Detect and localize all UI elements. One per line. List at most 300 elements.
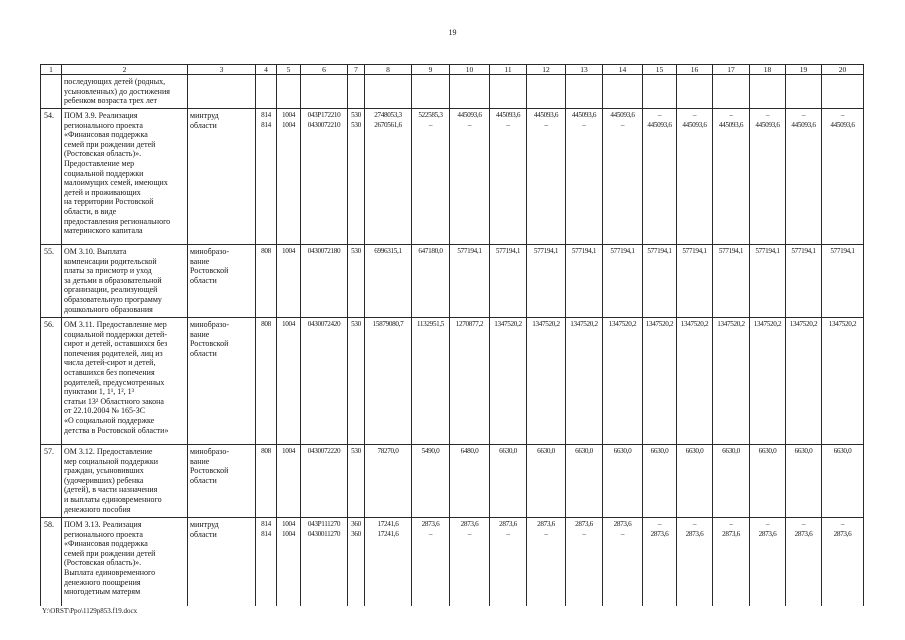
table-row bbox=[41, 445, 864, 518]
cell-line: 54. bbox=[44, 111, 54, 120]
cell-line: образовательную программу bbox=[64, 294, 162, 304]
cell-line: на территории Ростовской bbox=[64, 197, 154, 207]
cell-line: попечения родителей, лиц из bbox=[64, 348, 163, 358]
measure-name-cell bbox=[62, 245, 188, 318]
cell-line: денежного поощрения bbox=[64, 577, 141, 587]
value-cell bbox=[603, 109, 643, 245]
value-cell bbox=[713, 245, 750, 318]
cell-line: 577194,1 bbox=[647, 247, 672, 255]
value-cell bbox=[527, 75, 566, 109]
cell-line: 2873,6 bbox=[460, 520, 479, 528]
value-cell bbox=[713, 75, 750, 109]
cell-line: «О социальной поддержке bbox=[64, 415, 155, 425]
cell-line: 445093,6 bbox=[571, 111, 597, 119]
value-cell bbox=[643, 245, 677, 318]
cell-line: – bbox=[428, 120, 433, 129]
value-cell bbox=[786, 318, 822, 445]
value-cell bbox=[677, 245, 713, 318]
cell-line: ребенком возраста трех лет bbox=[64, 96, 157, 106]
measure-name-cell bbox=[62, 75, 188, 109]
value-cell bbox=[277, 445, 301, 518]
cell-line: 78270,0 bbox=[377, 447, 399, 455]
executor-cell bbox=[188, 245, 256, 318]
cell-line: 2873,6 bbox=[650, 529, 669, 538]
value-cell bbox=[643, 518, 677, 606]
value-cell bbox=[750, 245, 786, 318]
value-cell bbox=[450, 318, 490, 445]
value-cell bbox=[643, 75, 677, 109]
cell-line: 522585,3 bbox=[418, 111, 443, 119]
cell-line: 2873,6 bbox=[613, 520, 632, 528]
column-header-9: 9 bbox=[412, 65, 450, 75]
value-cell bbox=[822, 109, 864, 245]
cell-line: семей при рождении детей bbox=[64, 548, 156, 558]
value-cell bbox=[450, 75, 490, 109]
cell-line: 2748053,3 bbox=[374, 111, 402, 119]
value-cell bbox=[566, 318, 603, 445]
column-header-17: 17 bbox=[713, 65, 750, 75]
cell-line: 2873,6 bbox=[575, 520, 593, 528]
value-cell bbox=[365, 445, 412, 518]
cell-line: 1347520,2 bbox=[717, 320, 745, 328]
value-cell bbox=[677, 318, 713, 445]
cell-line: минобразо- bbox=[190, 320, 230, 329]
value-cell bbox=[348, 518, 365, 606]
cell-line: 530 bbox=[351, 111, 361, 119]
cell-line: области bbox=[190, 348, 217, 358]
cell-line: 577194,1 bbox=[682, 247, 707, 255]
data-table bbox=[40, 64, 864, 606]
cell-line: 2670561,6 bbox=[374, 120, 402, 129]
cell-line: 0430072420 bbox=[307, 320, 341, 328]
cell-line: предоставления регионального bbox=[64, 216, 171, 226]
cell-line: 445093,6 bbox=[791, 120, 816, 129]
value-cell bbox=[277, 245, 301, 318]
cell-line: 445093,6 bbox=[495, 111, 521, 119]
column-header-1: 1 bbox=[41, 65, 62, 75]
value-cell bbox=[713, 518, 750, 606]
column-header-3: 3 bbox=[188, 65, 256, 75]
cell-line: 577194,1 bbox=[457, 247, 482, 255]
table-row bbox=[41, 75, 864, 109]
cell-line: – bbox=[428, 529, 433, 538]
executor-cell bbox=[188, 75, 256, 109]
cell-line: 530 bbox=[351, 447, 361, 455]
value-cell bbox=[490, 318, 527, 445]
cell-line: Предоставление мер bbox=[64, 158, 135, 168]
value-cell bbox=[822, 445, 864, 518]
cell-line: дошкольного образования bbox=[64, 304, 153, 314]
cell-line: ПОМ 3.9. Реализация bbox=[64, 111, 138, 120]
row-number-cell bbox=[41, 318, 62, 445]
cell-line: 814 bbox=[261, 120, 271, 129]
executor-cell bbox=[188, 445, 256, 518]
value-cell bbox=[490, 518, 527, 606]
cell-line: 530 bbox=[351, 247, 361, 255]
cell-line: 445093,6 bbox=[533, 111, 559, 119]
cell-line: «Финансовая поддержка bbox=[64, 130, 148, 140]
cell-line: 5490,0 bbox=[421, 447, 440, 455]
cell-line: – bbox=[765, 520, 770, 528]
value-cell bbox=[822, 318, 864, 445]
cell-line: (Ростовская область)». bbox=[64, 558, 142, 568]
cell-line: регионального проекта bbox=[64, 529, 143, 539]
cell-line: – bbox=[506, 529, 510, 538]
cell-line: малоимущих семей, имеющих bbox=[64, 178, 168, 188]
cell-line: 6630,0 bbox=[758, 447, 777, 455]
value-cell bbox=[566, 245, 603, 318]
value-cell bbox=[365, 518, 412, 606]
cell-line: 2873,6 bbox=[537, 520, 555, 528]
cell-line: 1004 bbox=[282, 120, 295, 129]
cell-line: – bbox=[801, 111, 806, 119]
value-cell bbox=[603, 245, 643, 318]
cell-line: – bbox=[692, 520, 697, 528]
cell-line: 1347520,2 bbox=[645, 320, 674, 328]
column-header-14: 14 bbox=[603, 65, 643, 75]
cell-line: 1347520,2 bbox=[570, 320, 598, 328]
value-cell bbox=[603, 318, 643, 445]
cell-line: – bbox=[657, 111, 662, 119]
cell-line: граждан, усыновивших bbox=[64, 466, 144, 476]
cell-line: семей при рождении детей bbox=[64, 139, 156, 149]
value-cell bbox=[566, 445, 603, 518]
file-path-footer: Y:\ORST\Ppo\1129p853.f19.docx bbox=[42, 607, 138, 615]
cell-line: ОМ 3.10. Выплата bbox=[64, 247, 127, 256]
cell-line: регионального проекта bbox=[64, 120, 143, 130]
cell-line: 6630,0 bbox=[537, 447, 555, 455]
value-cell bbox=[677, 75, 713, 109]
value-cell bbox=[450, 445, 490, 518]
column-header-15: 15 bbox=[643, 65, 677, 75]
cell-line: 577194,1 bbox=[610, 247, 635, 255]
value-cell bbox=[348, 445, 365, 518]
table-row bbox=[41, 109, 864, 245]
value-cell bbox=[348, 109, 365, 245]
cell-line: статьи 13² Областного закона bbox=[64, 396, 164, 406]
value-cell bbox=[450, 245, 490, 318]
cell-line: – bbox=[506, 120, 510, 129]
cell-line: 814 bbox=[261, 529, 271, 538]
cell-line: 577194,1 bbox=[755, 247, 780, 255]
cell-line: Ростовской bbox=[190, 466, 229, 476]
cell-line: 2873,6 bbox=[833, 529, 852, 538]
value-cell bbox=[786, 518, 822, 606]
header-row bbox=[41, 65, 864, 75]
column-header-20: 20 bbox=[822, 65, 864, 75]
cell-line: области bbox=[190, 529, 217, 539]
cell-line: 360 bbox=[351, 520, 361, 528]
cell-line: – bbox=[729, 520, 733, 528]
cell-line: 2873,6 bbox=[758, 529, 777, 538]
cell-line: области, в виде bbox=[64, 206, 117, 216]
value-cell bbox=[786, 75, 822, 109]
cell-line: 1347520,2 bbox=[532, 320, 560, 328]
cell-line: – bbox=[692, 111, 697, 119]
cell-line: (детей), в части назначения bbox=[64, 485, 158, 495]
cell-line: 1004 bbox=[282, 520, 295, 528]
cell-line: 2873,6 bbox=[421, 520, 440, 528]
column-header-6: 6 bbox=[301, 65, 348, 75]
cell-line: 577194,1 bbox=[791, 247, 816, 255]
cell-line: социальной поддержки bbox=[64, 168, 144, 178]
row-number-cell bbox=[41, 518, 62, 606]
value-cell bbox=[412, 245, 450, 318]
value-cell bbox=[566, 75, 603, 109]
measure-name-cell bbox=[62, 518, 188, 606]
measure-name-cell bbox=[62, 318, 188, 445]
value-cell bbox=[713, 318, 750, 445]
cell-line: 445093,6 bbox=[830, 120, 855, 129]
value-cell bbox=[256, 318, 277, 445]
value-cell bbox=[412, 75, 450, 109]
value-cell bbox=[643, 318, 677, 445]
cell-line: области bbox=[190, 475, 217, 485]
cell-line: – bbox=[801, 520, 806, 528]
value-cell bbox=[822, 75, 864, 109]
cell-line: пунктами 1, 1¹, 1², 1³ bbox=[64, 387, 135, 397]
cell-line: и выплаты единовременного bbox=[64, 494, 162, 504]
cell-line: 6630,0 bbox=[833, 447, 852, 455]
cell-line: усыновленных) до достижения bbox=[64, 86, 170, 96]
value-cell bbox=[365, 245, 412, 318]
column-header-11: 11 bbox=[490, 65, 527, 75]
cell-line: детей и проживающих bbox=[64, 187, 141, 197]
cell-line: минобразо- bbox=[190, 447, 230, 456]
cell-line: 530 bbox=[351, 320, 361, 328]
value-cell bbox=[490, 245, 527, 318]
cell-line: 445093,6 bbox=[647, 120, 672, 129]
executor-cell bbox=[188, 318, 256, 445]
value-cell bbox=[256, 75, 277, 109]
value-cell bbox=[566, 109, 603, 245]
cell-line: 1004 bbox=[282, 247, 295, 255]
cell-line: компенсации родительской bbox=[64, 256, 157, 266]
cell-line: Ростовской bbox=[190, 266, 229, 276]
value-cell bbox=[450, 109, 490, 245]
cell-line: 577194,1 bbox=[571, 247, 597, 255]
cell-line: 1004 bbox=[282, 320, 295, 328]
cell-line: 2873,6 bbox=[794, 529, 813, 538]
cell-line: – bbox=[467, 120, 472, 129]
cell-line: 0430072210 bbox=[307, 120, 341, 129]
cell-line: 1004 bbox=[282, 111, 295, 119]
cell-line: мер социальной поддержки bbox=[64, 456, 158, 466]
value-cell bbox=[365, 109, 412, 245]
cell-line: 6630,0 bbox=[650, 447, 669, 455]
cell-line: 6996315,1 bbox=[374, 247, 402, 255]
cell-line: – bbox=[467, 529, 472, 538]
column-header-2: 2 bbox=[62, 65, 188, 75]
cell-line: 57. bbox=[44, 447, 54, 456]
value-cell bbox=[750, 445, 786, 518]
cell-line: 15879080,7 bbox=[372, 320, 404, 328]
column-header-13: 13 bbox=[566, 65, 603, 75]
data-table-container bbox=[40, 64, 864, 606]
value-cell bbox=[527, 109, 566, 245]
value-cell bbox=[713, 445, 750, 518]
row-number-cell bbox=[41, 245, 62, 318]
value-cell bbox=[527, 518, 566, 606]
cell-line: оставшихся без попечения bbox=[64, 367, 155, 377]
value-cell bbox=[566, 518, 603, 606]
cell-line: 445093,6 bbox=[457, 111, 482, 119]
cell-line: Выплата единовременного bbox=[64, 567, 156, 577]
value-cell bbox=[713, 109, 750, 245]
cell-line: 0430011270 bbox=[307, 529, 341, 538]
value-cell bbox=[256, 445, 277, 518]
cell-line: 445093,6 bbox=[718, 120, 744, 129]
cell-line: 56. bbox=[44, 320, 54, 329]
value-cell bbox=[301, 518, 348, 606]
column-header-16: 16 bbox=[677, 65, 713, 75]
cell-line: 808 bbox=[261, 247, 271, 255]
cell-line: 814 bbox=[261, 111, 271, 119]
value-cell bbox=[490, 109, 527, 245]
cell-line: 58. bbox=[44, 520, 54, 529]
cell-line: 043P111270 bbox=[307, 520, 341, 528]
table-row bbox=[41, 518, 864, 606]
cell-line: 808 bbox=[261, 447, 271, 455]
cell-line: 814 bbox=[261, 520, 271, 528]
value-cell bbox=[277, 109, 301, 245]
cell-line: 1270877,2 bbox=[455, 320, 484, 328]
cell-line: (удочеривших) ребенка bbox=[64, 475, 144, 485]
column-header-18: 18 bbox=[750, 65, 786, 75]
value-cell bbox=[750, 518, 786, 606]
value-cell bbox=[301, 318, 348, 445]
cell-line: – bbox=[620, 529, 625, 538]
column-header-5: 5 bbox=[277, 65, 301, 75]
cell-line: 17241,6 bbox=[377, 520, 399, 528]
value-cell bbox=[603, 75, 643, 109]
cell-line: вание bbox=[190, 256, 210, 266]
value-cell bbox=[348, 318, 365, 445]
value-cell bbox=[490, 75, 527, 109]
cell-line: 577194,1 bbox=[495, 247, 521, 255]
cell-line: 445093,6 bbox=[682, 120, 707, 129]
cell-line: 6630,0 bbox=[575, 447, 593, 455]
value-cell bbox=[603, 445, 643, 518]
value-cell bbox=[348, 75, 365, 109]
cell-line: от 22.10.2004 № 165-ЗС bbox=[64, 406, 146, 416]
cell-line: 1347520,2 bbox=[608, 320, 637, 328]
cell-line: 360 bbox=[351, 529, 361, 538]
value-cell bbox=[301, 445, 348, 518]
column-header-7: 7 bbox=[348, 65, 365, 75]
cell-line: числа детей-сирот и детей, bbox=[64, 358, 156, 368]
value-cell bbox=[450, 518, 490, 606]
cell-line: 6630,0 bbox=[685, 447, 704, 455]
column-header-8: 8 bbox=[365, 65, 412, 75]
value-cell bbox=[677, 518, 713, 606]
executor-cell bbox=[188, 109, 256, 245]
table-row bbox=[41, 318, 864, 445]
cell-line: 445093,6 bbox=[755, 120, 780, 129]
value-cell bbox=[348, 245, 365, 318]
cell-line: денежного пособия bbox=[64, 504, 131, 514]
cell-line: 647180,0 bbox=[418, 247, 443, 255]
cell-line: многодетным матерям bbox=[64, 587, 141, 597]
value-cell bbox=[643, 109, 677, 245]
cell-line: – bbox=[620, 120, 625, 129]
row-number-cell bbox=[41, 445, 62, 518]
value-cell bbox=[301, 245, 348, 318]
value-cell bbox=[365, 318, 412, 445]
row-number-cell bbox=[41, 109, 62, 245]
cell-line: последующих детей (родных, bbox=[64, 77, 166, 86]
cell-line: 577194,1 bbox=[718, 247, 744, 255]
cell-line: минобразо- bbox=[190, 247, 230, 256]
value-cell bbox=[365, 75, 412, 109]
cell-line: 1132951,5 bbox=[416, 320, 445, 328]
cell-line: 577194,1 bbox=[830, 247, 855, 255]
cell-line: 2873,6 bbox=[722, 529, 740, 538]
cell-line: родителей, предусмотренных bbox=[64, 377, 165, 387]
value-cell bbox=[750, 75, 786, 109]
value-cell bbox=[256, 109, 277, 245]
value-cell bbox=[786, 445, 822, 518]
cell-line: материнского капитала bbox=[64, 226, 143, 236]
cell-line: – bbox=[729, 111, 733, 119]
measure-name-cell bbox=[62, 445, 188, 518]
cell-line: 808 bbox=[261, 320, 271, 328]
value-cell bbox=[822, 518, 864, 606]
cell-line: 577194,1 bbox=[533, 247, 559, 255]
table-body bbox=[41, 75, 864, 606]
cell-line: детства в Ростовской области» bbox=[64, 425, 169, 435]
cell-line: (Ростовская область)». bbox=[64, 149, 142, 159]
cell-line: «Финансовая поддержка bbox=[64, 539, 148, 549]
cell-line: 445093,6 bbox=[610, 111, 635, 119]
value-cell bbox=[822, 245, 864, 318]
value-cell bbox=[256, 518, 277, 606]
cell-line: 1347520,2 bbox=[789, 320, 818, 328]
cell-line: – bbox=[657, 520, 662, 528]
value-cell bbox=[277, 75, 301, 109]
value-cell bbox=[412, 109, 450, 245]
cell-line: 1347520,2 bbox=[828, 320, 857, 328]
cell-line: 55. bbox=[44, 247, 54, 256]
cell-line: 6630,0 bbox=[794, 447, 813, 455]
cell-line: вание bbox=[190, 329, 210, 339]
cell-line: 1004 bbox=[282, 447, 295, 455]
column-header-19: 19 bbox=[786, 65, 822, 75]
cell-line: – bbox=[582, 529, 586, 538]
row-number-cell bbox=[41, 75, 62, 109]
value-cell bbox=[301, 75, 348, 109]
cell-line: 043P172210 bbox=[307, 111, 341, 119]
cell-line: 6630,0 bbox=[613, 447, 632, 455]
column-header-4: 4 bbox=[256, 65, 277, 75]
cell-line: минтруд bbox=[190, 520, 219, 529]
cell-line: 530 bbox=[351, 120, 361, 129]
cell-line: 6630,0 bbox=[499, 447, 517, 455]
cell-line: ОМ 3.11. Предоставление мер bbox=[64, 320, 167, 329]
cell-line: области bbox=[190, 275, 217, 285]
cell-line: – bbox=[544, 529, 548, 538]
measure-name-cell bbox=[62, 109, 188, 245]
value-cell bbox=[527, 245, 566, 318]
cell-line: 1004 bbox=[282, 529, 295, 538]
cell-line: – bbox=[840, 520, 845, 528]
page-number: 19 bbox=[448, 28, 457, 37]
cell-line: – bbox=[765, 111, 770, 119]
value-cell bbox=[412, 518, 450, 606]
value-cell bbox=[301, 109, 348, 245]
value-cell bbox=[277, 318, 301, 445]
cell-line: 6480,0 bbox=[460, 447, 479, 455]
